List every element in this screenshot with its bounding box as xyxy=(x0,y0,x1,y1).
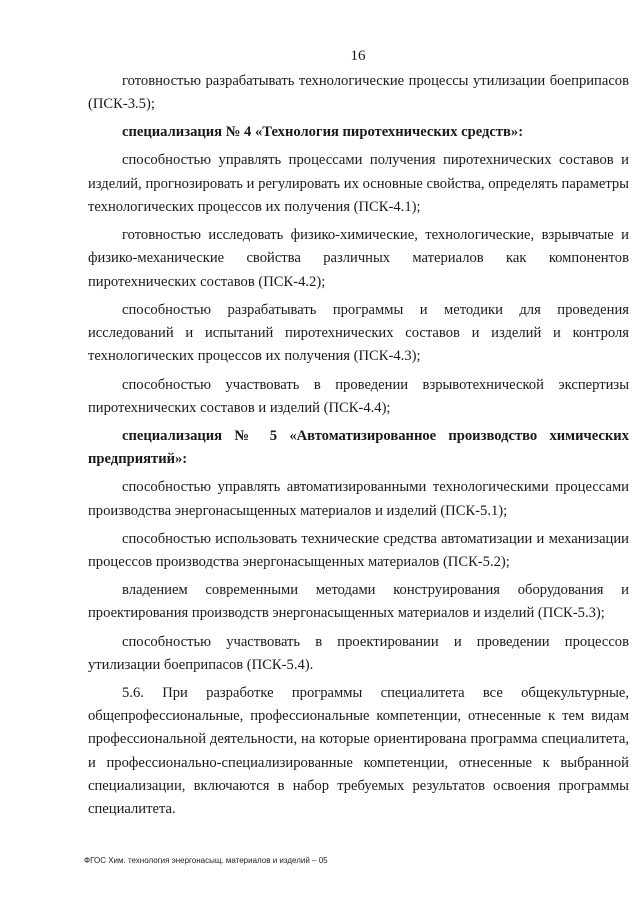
page-number: 16 xyxy=(350,48,366,64)
specialization-4-heading: специализация № 4 «Технология пиротехнических средств»: xyxy=(122,124,524,141)
page-body xyxy=(88,70,629,822)
paragraph-psk-5-2: способностью использовать технические средства автоматизации и механизации процессов производства энергонасыщенных материалов (ПСК-5.2); xyxy=(88,530,629,571)
paragraph-psk-4-3: способностью разрабатывать программы и методики для проведения исследований и испытаний пиротехнических составов и изделий и контроля технологических процессов их получения (ПСК-4.3); xyxy=(88,301,629,365)
paragraph-psk-5-4: способностью участвовать в проектировании и проведении процессов утилизации боеприпасов (ПСК-5.4). xyxy=(88,633,629,673)
page-footer: ФГОС Хим. технология энергонасыщ. материалов и изделий – 05 xyxy=(84,856,328,865)
paragraph-psk-3-5: готовностью разрабатывать технологические процессы утилизации боеприпасов (ПСК-3.5); xyxy=(88,73,629,113)
paragraph-psk-4-2: готовностью исследовать физико-химические, технологические, взрывчатые и физико-механические свойства различных материалов как компонентов пиротехнических составов (ПСК-4.2); xyxy=(88,227,629,290)
paragraph-psk-5-1: способностью управлять автоматизированными технологическими процессами производства энергонасыщенных материалов и изделий (ПСК-5.1); xyxy=(88,479,629,519)
paragraph-psk-4-4: способностью участвовать в проведении взрывотехнической экспертизы пиротехнических составов и изделий (ПСК-4.4); xyxy=(88,376,629,416)
paragraph-psk-5-3: владением современными методами конструирования оборудования и проектирования производств энергонасыщенных материалов и изделий (ПСК-5.3); xyxy=(88,582,629,622)
specialization-5-heading: специализация № 5 «Автоматизированное производство химических предприятий»: xyxy=(88,427,629,468)
paragraph-psk-4-1: способностью управлять процессами получения пиротехнических составов и изделий, прогнозировать и регулировать их основные свойства, определять параметры технологических процессов их получения (ПСК-4.1); xyxy=(88,152,629,216)
paragraph-5-6: 5.6. При разработке программы специалитета все общекультурные, общепрофессиональные, профессиональные компетенции, отнесенные к тем видам профессиональной деятельности, на которые ориентирована программа специалитета, и профессионально-специализированные компетенции, отнесенные к выбранной специализации, включаются в набор требуемых результатов освоения программы специалитета. xyxy=(88,684,629,818)
